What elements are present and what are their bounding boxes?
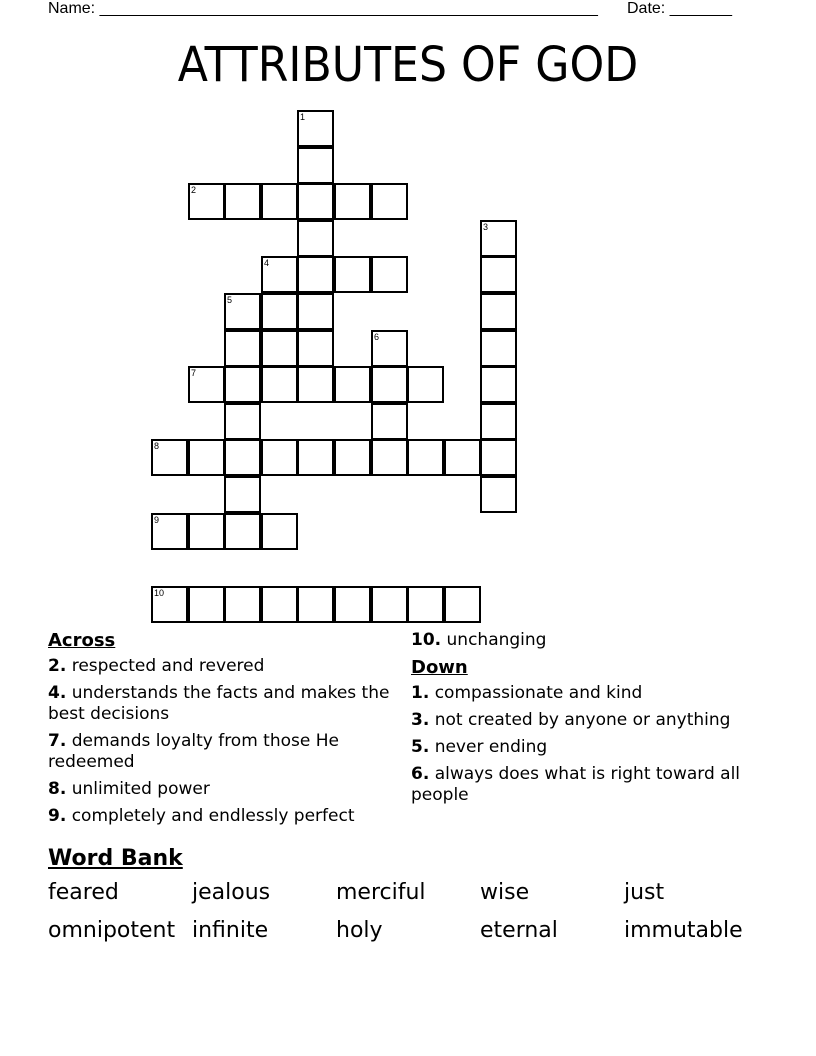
clue-number: 4 bbox=[264, 258, 270, 268]
grid-cell[interactable] bbox=[480, 330, 517, 367]
grid-cell[interactable] bbox=[224, 476, 261, 513]
grid-cell[interactable] bbox=[224, 403, 261, 440]
clue-number: 3 bbox=[483, 222, 489, 232]
grid-cell[interactable] bbox=[371, 366, 408, 403]
grid-cell[interactable] bbox=[188, 366, 225, 403]
clue-item bbox=[411, 737, 761, 758]
clue-text: not created by anyone or anything bbox=[429, 710, 731, 730]
grid-cell[interactable] bbox=[334, 256, 371, 293]
grid-cell[interactable] bbox=[224, 586, 261, 623]
clue-item bbox=[411, 683, 761, 704]
grid-cell[interactable] bbox=[188, 439, 225, 476]
across-clue-list bbox=[48, 656, 398, 827]
grid-cell[interactable] bbox=[407, 366, 444, 403]
clue-item bbox=[411, 764, 761, 806]
clue-text: demands loyalty from those He redeemed bbox=[48, 731, 339, 772]
grid-cell[interactable] bbox=[480, 476, 517, 513]
grid-cell[interactable] bbox=[371, 403, 408, 440]
grid-cell[interactable] bbox=[407, 586, 444, 623]
word-bank-item: omnipotent bbox=[48, 918, 176, 943]
clue-item bbox=[48, 683, 398, 725]
word-bank-item: eternal bbox=[480, 918, 558, 943]
grid-cell[interactable] bbox=[224, 513, 261, 550]
clue-number-label: 3. bbox=[411, 710, 430, 730]
grid-cell[interactable] bbox=[261, 330, 298, 367]
grid-cell[interactable] bbox=[261, 513, 298, 550]
clue-number: 6 bbox=[374, 332, 380, 342]
grid-cell[interactable] bbox=[371, 439, 408, 476]
grid-cell[interactable] bbox=[334, 366, 371, 403]
clue-text: never ending bbox=[429, 737, 548, 757]
grid-cell[interactable] bbox=[224, 366, 261, 403]
clue-number: 7 bbox=[191, 368, 197, 378]
clue-text: respected and revered bbox=[66, 656, 265, 676]
clue-number: 5 bbox=[227, 295, 233, 305]
grid-cell[interactable] bbox=[297, 366, 334, 403]
name-field: Name: ________________________________________________________ bbox=[48, 0, 598, 17]
grid-cell[interactable] bbox=[188, 183, 225, 220]
clue-number: 2 bbox=[191, 185, 197, 195]
grid-cell[interactable] bbox=[224, 183, 261, 220]
grid-cell[interactable] bbox=[297, 586, 334, 623]
word-bank bbox=[48, 880, 768, 944]
word-bank-item: immutable bbox=[624, 918, 743, 943]
clue-number-label: 7. bbox=[48, 731, 67, 751]
across-clue-list-continued bbox=[411, 630, 761, 651]
clue-text: unlimited power bbox=[66, 779, 210, 799]
grid-cell[interactable] bbox=[224, 330, 261, 367]
grid-cell[interactable] bbox=[261, 439, 298, 476]
clue-number-label: 9. bbox=[48, 806, 67, 826]
grid-cell[interactable] bbox=[444, 439, 481, 476]
grid-cell[interactable] bbox=[261, 256, 298, 293]
clue-number: 10 bbox=[154, 588, 165, 598]
grid-cell[interactable] bbox=[261, 366, 298, 403]
clues-right-column bbox=[411, 630, 761, 812]
clue-number: 1 bbox=[300, 112, 306, 122]
clue-number-label: 5. bbox=[411, 737, 430, 757]
grid-cell[interactable] bbox=[188, 586, 225, 623]
grid-cell[interactable] bbox=[224, 293, 261, 330]
clue-item bbox=[48, 779, 398, 800]
grid-cell[interactable] bbox=[480, 439, 517, 476]
grid-cell[interactable] bbox=[261, 183, 298, 220]
clue-number: 8 bbox=[154, 441, 160, 451]
word-bank-item: holy bbox=[336, 918, 383, 943]
word-bank-item: infinite bbox=[192, 918, 269, 943]
clue-text: unchanging bbox=[441, 630, 547, 650]
clues-left-column bbox=[48, 630, 398, 833]
clue-text: completely and endlessly perfect bbox=[66, 806, 355, 826]
clue-number-label: 10. bbox=[411, 630, 442, 650]
clue-item bbox=[48, 731, 398, 773]
grid-cell[interactable] bbox=[297, 183, 334, 220]
word-bank-item: feared bbox=[48, 880, 119, 905]
grid-cell[interactable] bbox=[480, 256, 517, 293]
clue-item bbox=[411, 710, 761, 731]
grid-cell[interactable] bbox=[371, 256, 408, 293]
grid-cell[interactable] bbox=[334, 586, 371, 623]
clue-text: understands the facts and makes the best decisions bbox=[48, 683, 390, 724]
grid-cell[interactable] bbox=[480, 220, 517, 257]
down-heading: Down bbox=[411, 657, 468, 678]
grid-cell[interactable] bbox=[407, 439, 444, 476]
clue-number: 9 bbox=[154, 515, 160, 525]
grid-cell[interactable] bbox=[480, 403, 517, 440]
grid-cell[interactable] bbox=[297, 293, 334, 330]
clue-item bbox=[48, 656, 398, 677]
grid-cell[interactable] bbox=[297, 147, 334, 184]
page-title: ATTRIBUTES OF GOD bbox=[177, 37, 639, 93]
word-bank-item: wise bbox=[480, 880, 530, 905]
grid-cell[interactable] bbox=[224, 439, 261, 476]
grid-cell[interactable] bbox=[151, 586, 188, 623]
grid-cell[interactable] bbox=[297, 439, 334, 476]
clue-item bbox=[411, 630, 761, 651]
grid-cell[interactable] bbox=[480, 293, 517, 330]
date-field: Date: _______ bbox=[627, 0, 732, 17]
grid-cell[interactable] bbox=[334, 439, 371, 476]
word-bank-item: jealous bbox=[192, 880, 271, 905]
grid-cell[interactable] bbox=[334, 183, 371, 220]
grid-cell[interactable] bbox=[297, 220, 334, 257]
grid-cell[interactable] bbox=[151, 513, 188, 550]
clue-text: always does what is right toward all people bbox=[411, 764, 741, 805]
grid-cell[interactable] bbox=[297, 256, 334, 293]
grid-cell[interactable] bbox=[444, 586, 481, 623]
grid-cell[interactable] bbox=[188, 513, 225, 550]
grid-cell[interactable] bbox=[371, 330, 408, 367]
grid-cell[interactable] bbox=[371, 183, 408, 220]
clue-text: compassionate and kind bbox=[429, 683, 643, 703]
grid-cell[interactable] bbox=[261, 293, 298, 330]
clue-number-label: 8. bbox=[48, 779, 67, 799]
word-bank-item: just bbox=[624, 880, 665, 905]
clue-item bbox=[48, 806, 398, 827]
clue-number-label: 4. bbox=[48, 683, 67, 703]
grid-cell[interactable] bbox=[261, 586, 298, 623]
grid-cell[interactable] bbox=[480, 366, 517, 403]
word-bank-item: merciful bbox=[336, 880, 426, 905]
across-heading: Across bbox=[48, 630, 116, 651]
grid-cell[interactable] bbox=[371, 586, 408, 623]
grid-cell[interactable] bbox=[151, 439, 188, 476]
grid-cell[interactable] bbox=[297, 330, 334, 367]
clue-number-label: 2. bbox=[48, 656, 67, 676]
word-bank-title: Word Bank bbox=[48, 846, 183, 871]
down-clue-list bbox=[411, 683, 761, 806]
grid-cell[interactable] bbox=[297, 110, 334, 147]
clue-number-label: 6. bbox=[411, 764, 430, 784]
clue-number-label: 1. bbox=[411, 683, 430, 703]
